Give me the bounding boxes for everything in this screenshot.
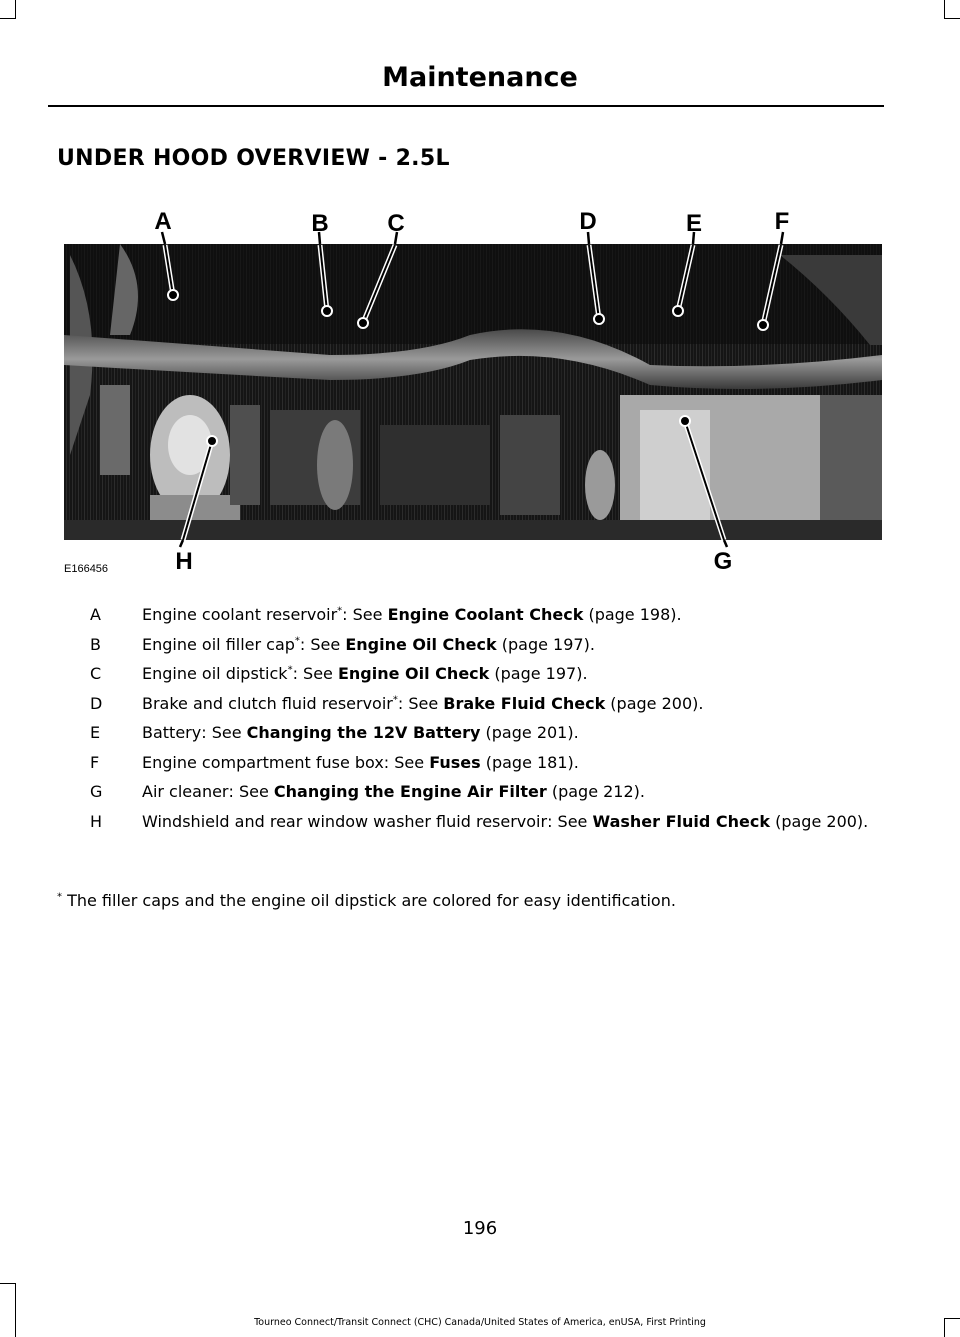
page-number: 196 — [462, 1218, 498, 1239]
legend-letter: H — [90, 811, 103, 831]
figure-image-id: E166456 — [64, 563, 109, 575]
legend-letter: G — [90, 782, 103, 801]
crop-mark-top-right-h — [944, 18, 960, 19]
legend-row: G Air cleaner: See Changing the Engine Air Filter (page 212). — [90, 782, 645, 801]
crop-mark-top-left-h — [0, 18, 16, 19]
crop-mark-bottom-left-h — [0, 1283, 16, 1284]
legend-row: C Engine oil dipstick*: See Engine Oil Check (page 197). — [90, 664, 588, 683]
legend-letter: F — [90, 752, 100, 772]
footnote: * The filler caps and the engine oil dipstick are colored for easy identification. — [57, 891, 676, 910]
crop-mark-top-left-v — [15, 0, 16, 18]
callout-label-a: A — [154, 208, 172, 235]
engine-bay-illustration — [0, 195, 960, 585]
legend-letter: C — [90, 664, 102, 683]
cross-reference-link[interactable]: Engine Coolant Check — [387, 605, 584, 624]
legend-letter: E — [90, 723, 101, 742]
legend-row: B Engine oil filler cap*: See Engine Oil Check (page 197). — [90, 634, 595, 654]
section-header: Maintenance — [382, 62, 578, 93]
crop-mark-bottom-left-v — [15, 1283, 16, 1337]
cross-reference-link[interactable]: Changing the Engine Air Filter — [273, 782, 547, 801]
header-rule — [48, 105, 884, 107]
legend-row: A Engine coolant reservoir*: See Engine Coolant Check (page 198). — [90, 605, 682, 624]
cross-reference-link[interactable]: Brake Fluid Check — [443, 693, 606, 713]
cross-reference-link[interactable]: Fuses — [429, 752, 481, 772]
legend-row: H Windshield and rear window washer fluid reservoir: See Washer Fluid Check (page 200). — [90, 811, 869, 831]
engine-bay-figure — [0, 195, 960, 585]
cross-reference-link[interactable]: Engine Oil Check — [345, 634, 497, 654]
legend-letter: A — [90, 605, 101, 624]
callout-label-c: C — [387, 210, 405, 237]
cross-reference-link[interactable]: Engine Oil Check — [337, 664, 490, 683]
page-heading: UNDER HOOD OVERVIEW - 2.5L — [57, 146, 450, 171]
callout-label-e: E — [685, 210, 703, 237]
legend-row: E Battery: See Changing the 12V Battery (page 201). — [90, 723, 579, 742]
callout-label-h: H — [175, 548, 193, 575]
crop-mark-top-right-v — [944, 0, 945, 18]
footer-text: Tourneo Connect/Transit Connect (CHC) Canada/United States of America, enUSA, First Printing — [254, 1317, 706, 1328]
cross-reference-link[interactable]: Washer Fluid Check — [592, 811, 771, 831]
legend-letter: B — [90, 634, 101, 654]
legend-list — [57, 605, 887, 841]
callout-label-b: B — [311, 210, 329, 237]
callout-label-f: F — [774, 208, 790, 235]
legend-row: D Brake and clutch fluid reservoir*: See Brake Fluid Check (page 200). — [90, 693, 704, 713]
legend-row: F Engine compartment fuse box: See Fuses (page 181). — [90, 752, 579, 772]
callout-label-d: D — [579, 208, 597, 235]
legend-letter: D — [90, 693, 103, 713]
callout-label-g: G — [713, 548, 733, 575]
cross-reference-link[interactable]: Changing the 12V Battery — [246, 723, 481, 742]
